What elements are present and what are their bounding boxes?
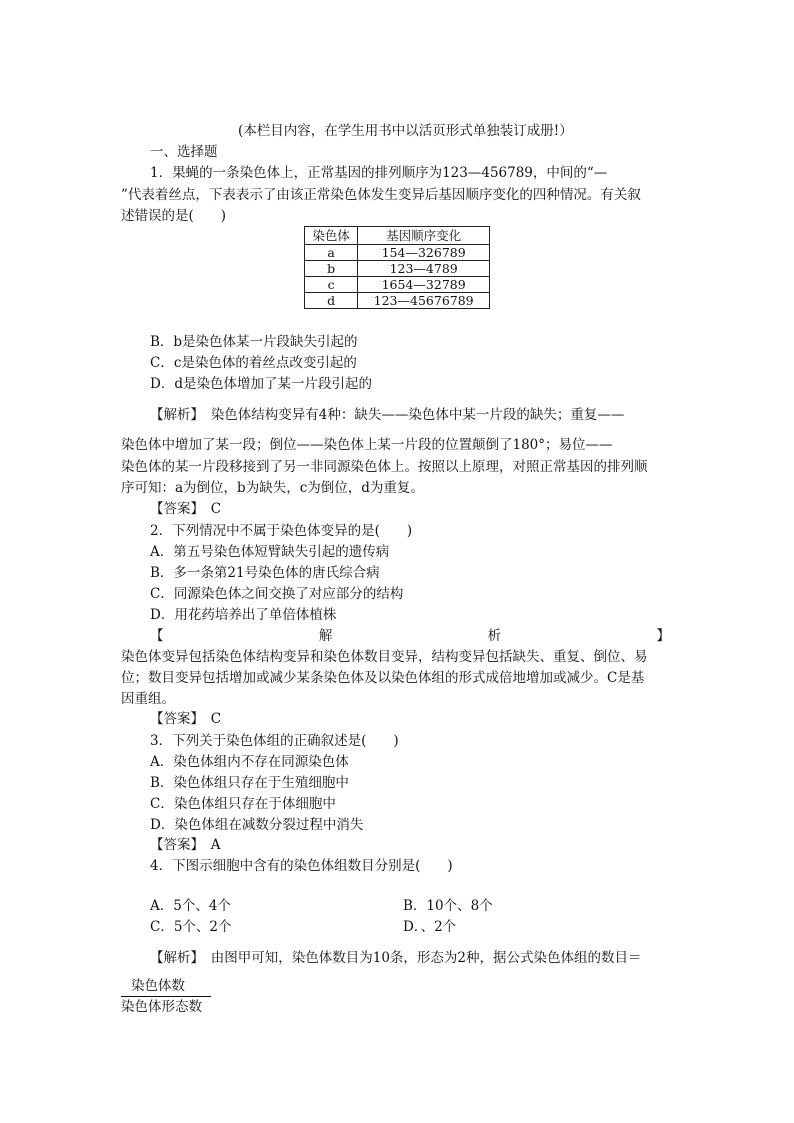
formula-fraction <box>121 976 211 1017</box>
q1-analysis-line2: 染色体中增加了某一段；倒位——染色体上某一片段的位置颠倒了180°；易位—— <box>121 437 613 453</box>
q2-option-a: A．第五号染色体短臂缺失引起的遗传病 <box>150 544 390 560</box>
q2-analysis-line4: 因重组。 <box>121 691 175 707</box>
q2-analysis-char: 解 <box>318 628 333 644</box>
q3-option-d: D．染色体组在减数分裂过程中消失 <box>150 817 364 833</box>
gene-order-table <box>304 226 490 309</box>
q2-option-d: D．用花药培养出了单倍体植株 <box>150 607 337 623</box>
table-row <box>305 277 490 293</box>
q4-option-b: B．10个、8个 <box>403 898 493 914</box>
q2-analysis-line2: 染色体变异包括染色体结构变异和染色体数目变异，结构变异包括缺失、重复、倒位、易 <box>121 649 648 665</box>
q2-analysis-char: 】 <box>656 628 670 644</box>
q2-option-c: C．同源染色体之间交换了对应部分的结构 <box>150 586 404 602</box>
q1-analysis-line3: 染色体的某一片段移接到了另一非同源染色体上。按照以上原理，对照正常基因的排列顺 <box>121 459 648 475</box>
q3-option-c: C．染色体组只存在于体细胞中 <box>150 796 336 812</box>
q1-option-c: C．c是染色体的着丝点改变引起的 <box>150 355 357 371</box>
table-cell: c <box>305 277 358 293</box>
table-cell: b <box>305 261 358 277</box>
table-cell: 123—45676789 <box>358 293 490 309</box>
table-row <box>305 261 490 277</box>
table-cell: 1654—32789 <box>358 277 490 293</box>
q1-option-d: D．d是染色体增加了某一片段引起的 <box>150 376 372 392</box>
q4-option-c: C．5个、2个 <box>150 919 232 935</box>
q3-stem: 3．下列关于染色体组的正确叙述是( ) <box>150 733 399 749</box>
q1-option-b: B．b是染色体某一片段缺失引起的 <box>150 334 358 350</box>
table-cell: 123—4789 <box>358 261 490 277</box>
q3-option-b: B．染色体组只存在于生殖细胞中 <box>150 775 349 791</box>
table-header: 染色体 <box>305 227 358 245</box>
table-row <box>305 293 490 309</box>
q3-option-a: A．染色体组内不存在同源染色体 <box>150 754 349 770</box>
q2-option-b: B．多一条第21号染色体的唐氏综合病 <box>150 565 380 581</box>
q3-answer: 【答案】 A <box>150 837 221 853</box>
q2-answer: 【答案】 C <box>150 711 222 727</box>
fraction-denominator: 染色体形态数 <box>121 999 202 1015</box>
q1-answer: 【答案】 C <box>150 501 222 517</box>
table-cell: a <box>305 245 358 261</box>
q1-stem-line2: ”代表着丝点，下表表示了由该正常染色体发生变异后基因顺序变化的四种情况。有关叙 <box>121 187 641 203</box>
q4-option-d: D．、2个 <box>403 919 457 935</box>
q1-stem-line3: 述错误的是( ) <box>121 208 227 224</box>
table-header-row <box>305 227 490 245</box>
header-note: (本栏目内容，在学生用书中以活页形式单独装订成册!） <box>238 123 573 139</box>
q1-analysis-line4: 序可知：a为倒位，b为缺失，c为倒位，d为重复。 <box>121 480 424 496</box>
q1-analysis-line1: 【解析】 染色体结构变异有4种：缺失——染色体中某一片段的缺失；重复—— <box>150 407 625 423</box>
q2-analysis-heading <box>150 626 670 646</box>
q2-analysis-line3: 位；数目变异包括增加或减少某条染色体及以染色体组的形式成倍地增加或减少。C是基 <box>121 670 645 686</box>
q2-stem: 2．下列情况中不属于染色体变异的是( ) <box>150 523 413 539</box>
table-cell: d <box>305 293 358 309</box>
q4-option-a: A．5个、4个 <box>150 898 231 914</box>
q2-analysis-char: 析 <box>487 628 502 644</box>
section-title: 一、选择题 <box>150 144 218 160</box>
fraction-numerator: 染色体数 <box>121 976 211 997</box>
table-cell: 154—326789 <box>358 245 490 261</box>
q1-stem-line1: 1．果蝇的一条染色体上，正常基因的排列顺序为123—456789，中间的“— <box>150 165 608 181</box>
q4-analysis: 【解析】 由图甲可知，染色体数目为10条，形态为2种，据公式染色体组的数目＝ <box>150 950 642 966</box>
q4-stem: 4．下图示细胞中含有的染色体组数目分别是( ) <box>150 858 453 874</box>
q2-analysis-char: 【 <box>150 628 164 644</box>
table-row <box>305 245 490 261</box>
table-header: 基因顺序变化 <box>358 227 490 245</box>
